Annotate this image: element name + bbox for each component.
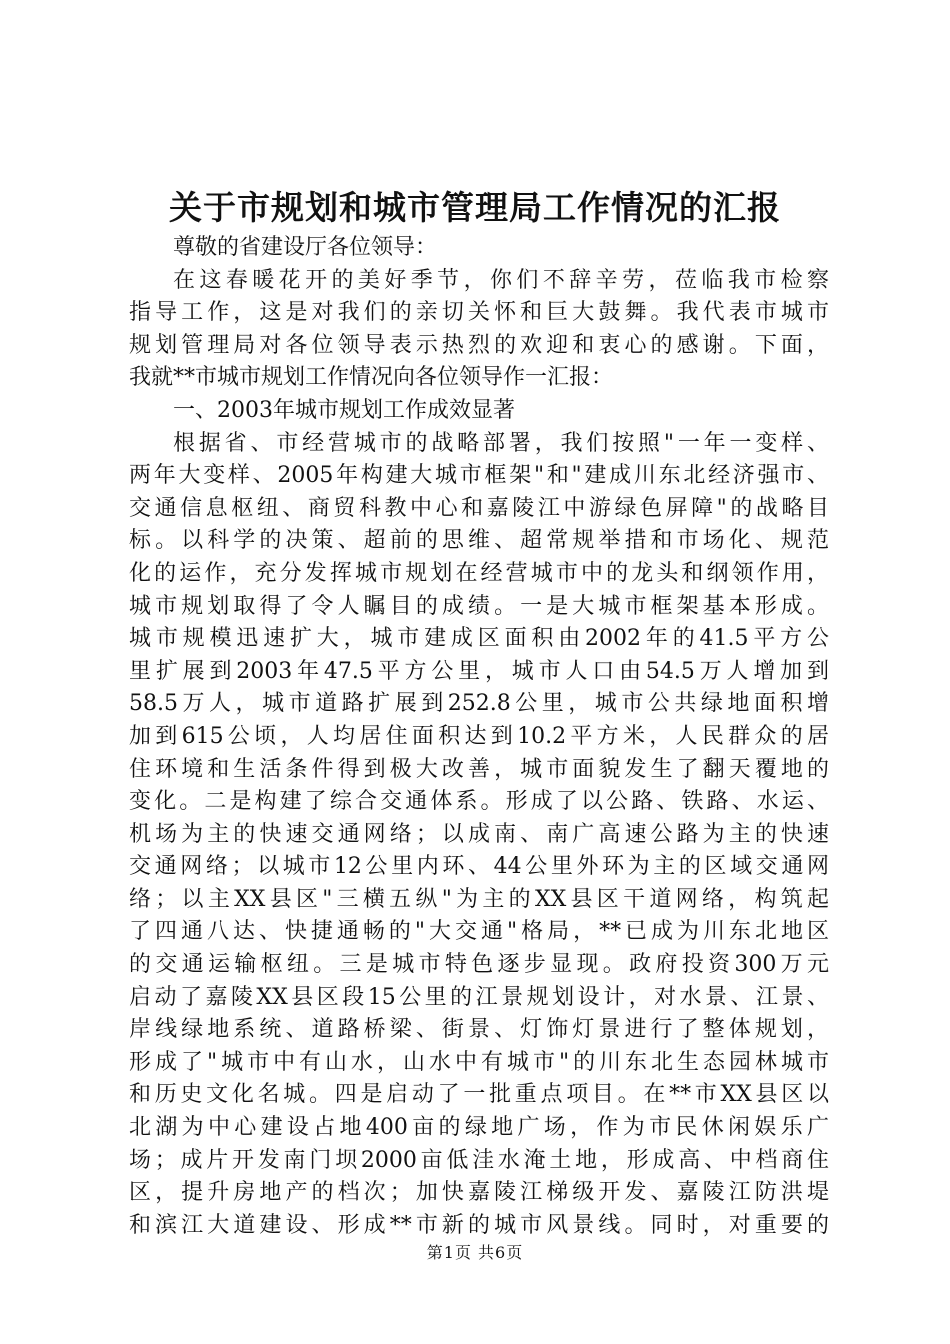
paragraph-line: 在这春暖花开的美好季节，你们不辞辛劳，莅临我市检察 [173, 267, 829, 293]
paragraph-line: 根据省、市经营城市的战略部署，我们按照"一年一变样、 [173, 430, 829, 456]
paragraph-line: 住环境和生活条件得到极大改善，城市面貌发生了翻天覆地的 [129, 756, 829, 782]
paragraph-line: 络；以主XX县区"三横五纵"为主的XX县区干道网络，构筑起 [129, 886, 829, 912]
paragraph-line: 岸线绿地系统、道路桥梁、街景、灯饰灯景进行了整体规划， [129, 1017, 829, 1043]
paragraph-line: 规划管理局对各位领导表示热烈的欢迎和衷心的感谢。下面， [129, 332, 829, 358]
document-title: 关于市规划和城市管理局工作情况的汇报 [169, 188, 781, 227]
paragraph-line: 的交通运输枢纽。三是城市特色逐步显现。政府投资300万元 [129, 952, 829, 978]
paragraph-line: 城市规模迅速扩大，城市建成区面积由2002年的41.5平方公 [129, 626, 829, 652]
paragraph-line: 城市规划取得了令人瞩目的成绩。一是大城市框架基本形成。 [129, 593, 829, 619]
paragraph-line: 交通网络；以城市12公里内环、44公里外环为主的区域交通网 [129, 854, 829, 880]
salutation-line: 尊敬的省建设厅各位领导： [173, 235, 438, 260]
paragraph-line: 两年大变样、2005年构建大城市框架"和"建成川东北经济强市、 [129, 463, 829, 489]
document-body [129, 232, 829, 1242]
paragraph-line: 区，提升房地产的档次；加快嘉陵江梯级开发、嘉陵江防洪堤 [129, 1180, 829, 1206]
paragraph-line: 场；成片开发南门坝2000亩低洼水淹土地，形成高、中档商住 [129, 1147, 829, 1173]
paragraph-line: 和历史文化名城。四是启动了一批重点项目。在**市XX县区以 [129, 1082, 829, 1108]
paragraph-line: 北湖为中心建设占地400亩的绿地广场，作为市民休闲娱乐广 [129, 1115, 829, 1141]
paragraph-line: 指导工作，这是对我们的亲切关怀和巨大鼓舞。我代表市城市 [129, 300, 829, 326]
section-heading: 一、2003年城市规划工作成效显著 [173, 397, 515, 423]
paragraph-line: 和滨江大道建设、形成**市新的城市风景线。同时，对重要的 [129, 1212, 829, 1238]
paragraph-line: 加到615公顷，人均居住面积达到10.2平方米，人民群众的居 [129, 723, 829, 749]
paragraph-line: 了四通八达、快捷通畅的"大交通"格局，**已成为川东北地区 [129, 919, 829, 945]
page-number-footer: 第1页 共6页 [426, 1243, 524, 1262]
paragraph-line: 形成了"城市中有山水，山水中有城市"的川东北生态园林城市 [129, 1049, 829, 1075]
paragraph-line: 58.5万人，城市道路扩展到252.8公里，城市公共绿地面积增 [129, 691, 829, 717]
paragraph-line: 交通信息枢纽、商贸科教中心和嘉陵江中游绿色屏障"的战略目 [129, 495, 829, 521]
paragraph-line: 化的运作，充分发挥城市规划在经营城市中的龙头和纲领作用， [129, 560, 829, 586]
paragraph-line: 里扩展到2003年47.5平方公里，城市人口由54.5万人增加到 [129, 658, 829, 684]
paragraph-line: 机场为主的快速交通网络；以成南、南广高速公路为主的快速 [129, 821, 829, 847]
paragraph-line: 标。以科学的决策、超前的思维、超常规举措和市场化、规范 [129, 528, 829, 554]
paragraph-line: 我就**市城市规划工作情况向各位领导作一汇报： [129, 365, 614, 391]
paragraph-line: 启动了嘉陵XX县区段15公里的江景规划设计，对水景、江景、 [129, 984, 829, 1010]
paragraph-line: 变化。二是构建了综合交通体系。形成了以公路、铁路、水运、 [129, 789, 829, 815]
